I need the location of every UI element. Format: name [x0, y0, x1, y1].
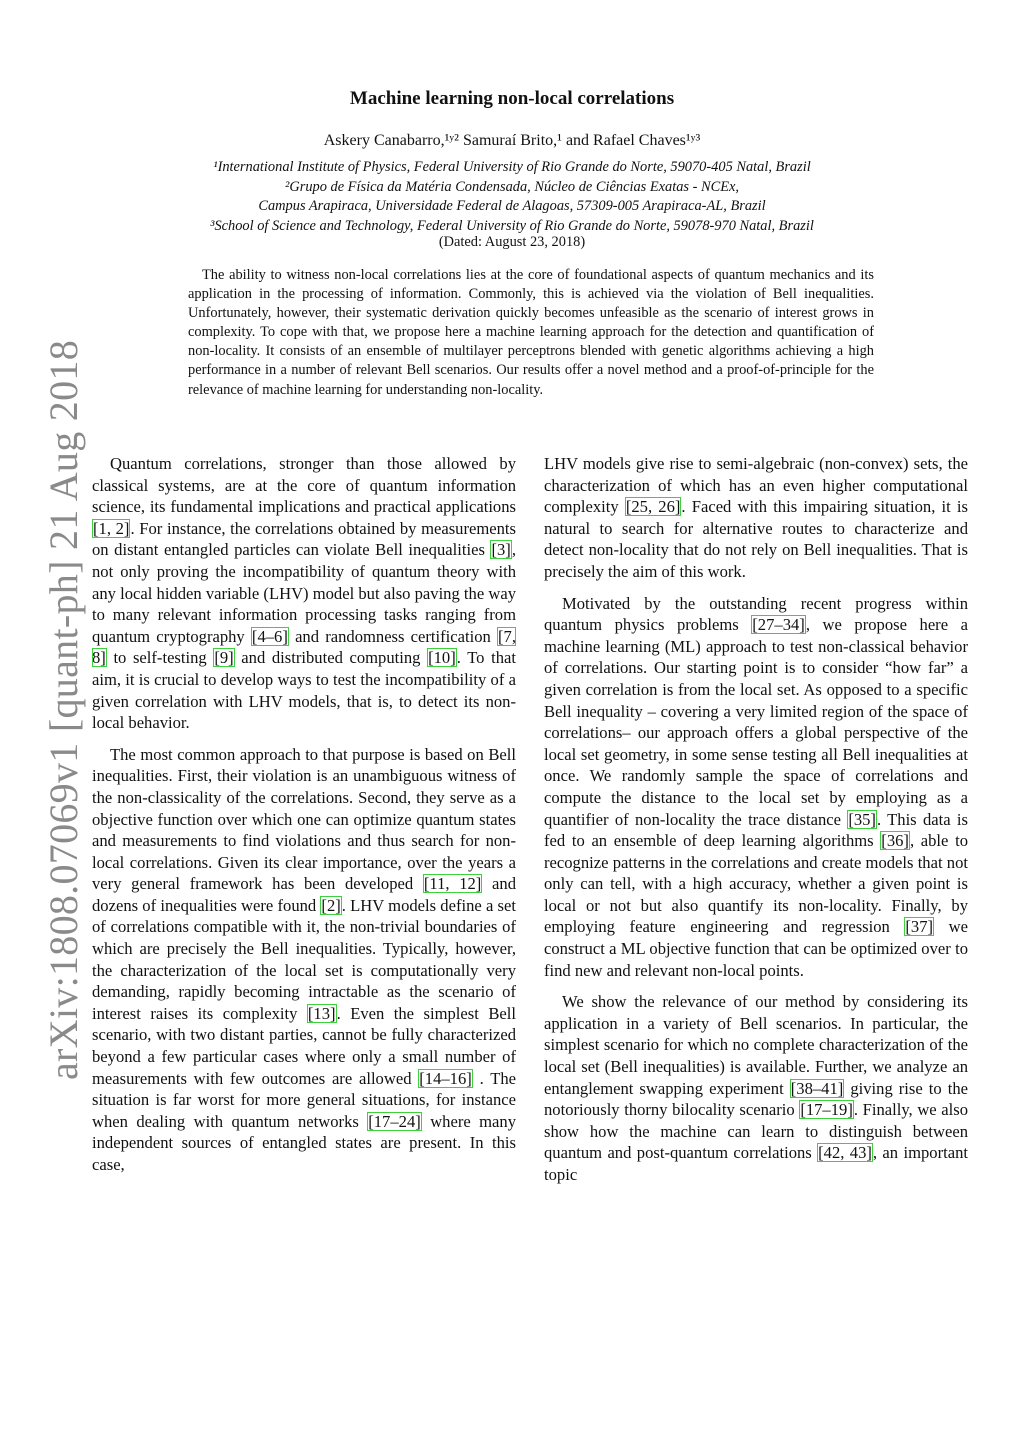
citation-link[interactable]: [36] [881, 831, 909, 851]
citation-link[interactable]: [17–24] [368, 1111, 421, 1131]
body-text: , not only proving the incompatibility of quantum theory with any local hidden variable (LHV) model but also paving the way to many relevant information processing tasks ranging from quantum cryptography [92, 540, 516, 646]
citation-link[interactable]: [38–41] [790, 1078, 844, 1098]
citation-link[interactable]: [27–34] [752, 615, 805, 635]
paper-title: Machine learning non-local correlations [349, 88, 675, 109]
body-paragraph [92, 453, 516, 734]
body-text: . To that aim, it is crucial to develop ways to test the incompatibility of a given correlation with LHV models, that is, to detect its non-local behavior. [92, 648, 516, 733]
author-list: Askery Canabarro,¹ʸ² Samuraí Brito,¹ and Rafael Chaves¹ʸ³ [323, 132, 701, 149]
affiliation-line: ³School of Science and Technology, Federal University of Rio Grande do Norte, 59078-970 Natal, Brazil [210, 217, 814, 234]
abstract: The ability to witness non-local correlations lies at the core of foundational aspects of quantum mechanics and its application in the processing of information. Commonly, this is achieved via the violation of Bell inequalities. Unfortunately, however, their systematic derivation quickly becomes unfeasible as the scenario of interest grows in complexity. To cope with that, we propose here a machine learning approach for the detection and quantification of non-locality. It consists of an ensemble of multilayer perceptrons blended with genetic algorithms achieving a high performance in a number of relevant Bell scenarios. Our results offer a novel method and a proof-of-principle for the relevance of machine learning for understanding non-locality. [188, 267, 874, 398]
citation-link[interactable]: [7, 8] [92, 626, 516, 668]
body-text: . This data is fed to an ensemble of deep learning algorithms [544, 809, 968, 851]
citation-link[interactable]: [11, 12] [423, 874, 482, 894]
body-text: , an important topic [544, 1143, 968, 1184]
left-column [92, 453, 516, 1176]
citation-link[interactable]: [13] [307, 1003, 336, 1023]
citation-link[interactable]: [14–16] [419, 1068, 472, 1088]
citation-link[interactable]: [4–6] [251, 626, 288, 646]
body-paragraph [544, 593, 968, 982]
affiliation-line: Campus Arapiraca, Universidade Federal de Alagoas, 57309-005 Arapiraca-AL, Brazil [258, 198, 766, 215]
body-text: and distributed computing [234, 648, 428, 668]
body-text: where many independent sources of entangled states are present. In this case, [92, 1111, 516, 1174]
body-text: . Even the simplest Bell scenario, with two distant parties, cannot be fully characterized beyond a few particular cases where only a small number of measurements with few outcomes are allowed [92, 1003, 516, 1088]
body-paragraph [544, 991, 968, 1185]
body-text: , we propose here a machine learning (ML) approach to test non-classical behavior of correlations. Our starting point is to consider “how far” a given correlation is from the local set. As opposed to a specific Bell inequality – covering a very limited region of the space of correlations– our approach offers a global perspective of the local set geometry, in some sense testing all Bell inequalities at once. We randomly sample the space of correlations and compute the distance to the local set by employing as a quantifier of non-locality the trace distance [544, 615, 968, 829]
arxiv-identifier-stamp: arXiv:1808.07069v1 [quant-ph] 21 Aug 2018 [41, 340, 86, 1080]
body-text: . Finally, we also show how the machine can learn to distinguish between quantum and post-quantum correlations [544, 1100, 968, 1163]
body-text: giving rise to the notoriously thorny bilocality scenario [544, 1078, 968, 1120]
body-paragraph [92, 744, 516, 1176]
citation-link[interactable]: [37] [905, 917, 934, 937]
body-text: to self-testing [106, 648, 214, 668]
citation-link[interactable]: [35] [848, 809, 876, 829]
body-text: . For instance, the correlations obtained by measurements on distant entangled particles can violate Bell inequalities [92, 518, 516, 560]
body-text: We show the relevance of our method by considering its application in a variety of Bell scenarios. In particular, the simplest scenario for which no complete characterization of the local set (Bell inequalities) is available. Further, we analyze an entanglement swapping experiment [544, 992, 968, 1098]
affiliation-line: ¹International Institute of Physics, Federal University of Rio Grande do Norte, 59070-405 Natal, Brazil [213, 159, 811, 175]
date-line: (Dated: August 23, 2018) [438, 234, 586, 250]
body-text: . Faced with this impairing situation, it is natural to search for alternative routes to characterize and detect non-locality that do not rely on Bell inequalities. That is precisely the aim of this work. [544, 497, 968, 581]
citation-link[interactable]: [1, 2] [93, 518, 130, 538]
citation-link[interactable]: [10] [428, 648, 456, 668]
body-text: . LHV models define a set of correlations compatible with it, the non-trivial boundaries of which are precisely the Bell inequalities. Typically, however, the characterization of the local set is computationally very demanding, rapidly becoming intractable as the scenario of interest raises its complexity [92, 895, 516, 1023]
body-text: The most common approach to that purpose is based on Bell inequalities. First, their violation is an unambiguous witness of the non-classicality of the correlations. Second, they serve as a objective function over which one can optimize quantum states and measurements to find violations and thus search for non-local correlations. Given its clear importance, over the years a very general framework has been developed [92, 744, 516, 894]
citation-link[interactable]: [9] [214, 648, 234, 668]
body-text: we construct a ML objective function that can be optimized over to find new and relevant non-local points. [544, 917, 968, 980]
affiliations [0, 158, 1024, 236]
citation-link[interactable]: [42, 43] [818, 1143, 872, 1163]
affiliation-line: ²Grupo de Física da Matéria Condensada, Núcleo de Ciências Exatas - NCEx, [285, 178, 739, 195]
body-text: Quantum correlations, stronger than those allowed by classical systems, are at the core of quantum information science, its fundamental implications and practical applications [92, 454, 516, 517]
body-text: Motivated by the outstanding recent progress within quantum physics problems [544, 593, 968, 635]
citation-link[interactable]: [25, 26] [625, 497, 681, 517]
citation-link[interactable]: [2] [321, 895, 341, 915]
citation-link[interactable]: [3] [491, 540, 511, 560]
body-paragraph [544, 453, 968, 583]
body-text: and randomness certification [288, 626, 498, 646]
right-column [544, 453, 968, 1186]
citation-link[interactable]: [17–19] [800, 1100, 853, 1120]
body-text: . The situation is far worst for more general situations, for instance when dealing with quantum networks [92, 1068, 516, 1131]
body-text: , able to recognize patterns in the correlations and create models that not only can tell, with a high accuracy, whether a given point is local or not but also quantify its non-locality. Finally, by employing feature engineering and regression [544, 831, 968, 937]
body-text: LHV models give rise to semi-algebraic (non-convex) sets, the characterization of which has an even higher computational complexity [544, 454, 968, 517]
body-text: and dozens of inequalities were found [92, 874, 516, 915]
